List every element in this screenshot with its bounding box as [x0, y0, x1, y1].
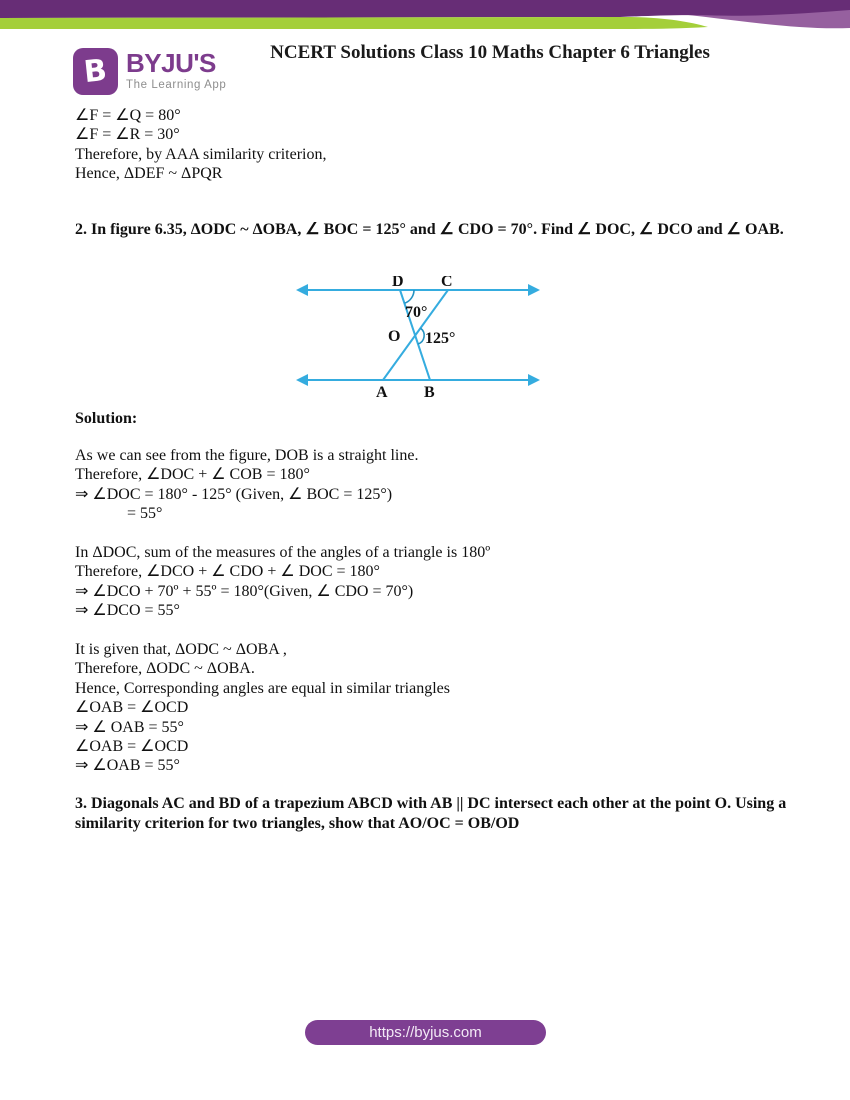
byjus-logo: [73, 48, 226, 95]
angle-arc-at-D: [404, 290, 414, 303]
solution-line: ⇒ ∠DCO = 55°: [75, 602, 180, 620]
solution-line-indented: = 55°: [127, 505, 163, 523]
solution-line: Therefore, ΔODC ~ ΔOBA.: [75, 660, 255, 678]
byjus-tagline: The Learning App: [126, 79, 227, 92]
solution-line: Therefore, ∠DOC + ∠ COB = 180°: [75, 466, 310, 484]
solution-block-3: [75, 640, 450, 776]
point-label-A: A: [376, 384, 388, 400]
byjus-logo-letter: B: [82, 52, 109, 90]
solution-line: ⇒ ∠DCO + 70º + 55º = 180°(Given, ∠ CDO = 70°): [75, 582, 414, 600]
byjus-logo-text: [126, 48, 226, 91]
solution-line: It is given that, ΔODC ~ ΔOBA ,: [75, 641, 287, 658]
solution-line: As we can see from the figure, DOB is a straight line.: [75, 447, 419, 464]
point-label-D: D: [392, 276, 404, 290]
question-2-text: 2. In figure 6.35, ΔODC ~ ΔOBA, ∠ BOC = 125° and ∠ CDO = 70°. Find ∠ DOC, ∠ DCO and ∠ OAB.: [75, 221, 784, 238]
byjus-logo-icon: [73, 48, 118, 95]
solution-line: ⇒ ∠ OAB = 55°: [75, 718, 184, 736]
angle-label-125: 125°: [425, 330, 456, 347]
point-label-B: B: [424, 384, 435, 400]
intro-line: ∠F = ∠R = 30°: [75, 126, 180, 144]
page-title: NCERT Solutions Class 10 Maths Chapter 6 Triangles: [270, 42, 710, 63]
solution-line: ⇒ ∠OAB = 55°: [75, 757, 180, 775]
point-label-C: C: [441, 276, 453, 290]
solution-line: Therefore, ∠DCO + ∠ CDO + ∠ DOC = 180°: [75, 563, 380, 581]
intro-line: Hence, ΔDEF ~ ΔPQR: [75, 165, 223, 183]
intro-line: ∠F = ∠Q = 80°: [75, 107, 181, 124]
figure-6-35: [288, 276, 558, 400]
intro-line: Therefore, by AAA similarity criterion,: [75, 145, 327, 163]
intro-block: [75, 106, 326, 184]
solution-line: ∠OAB = ∠OCD: [75, 699, 189, 717]
header-wave-purple: [0, 0, 850, 18]
solution-line: ⇒ ∠DOC = 180° - 125° (Given, ∠ BOC = 125°): [75, 485, 393, 503]
question-3-text: 3. Diagonals AC and BD of a trapezium ABCD with AB || DC intersect each other at the point O. Using a similarity criterion for two triangles, show that AO/OC = OB/OD: [75, 795, 787, 832]
byjus-brand-name: BYJU'S: [126, 48, 216, 78]
solution-block-1: [75, 446, 418, 524]
header-wave-green: [0, 17, 708, 29]
point-label-O: O: [388, 328, 401, 345]
header-wave: [0, 0, 850, 46]
angle-label-70: 70°: [405, 304, 428, 321]
solution-line: Hence, Corresponding angles are equal in similar triangles: [75, 679, 450, 697]
footer-url-link[interactable]: https://byjus.com: [305, 1020, 546, 1045]
solution-heading: Solution:: [75, 410, 138, 427]
solution-block-2: [75, 543, 490, 621]
solution-line: ∠OAB = ∠OCD: [75, 738, 189, 756]
solution-line: In ΔDOC, sum of the measures of the angles of a triangle is 180º: [75, 544, 491, 561]
